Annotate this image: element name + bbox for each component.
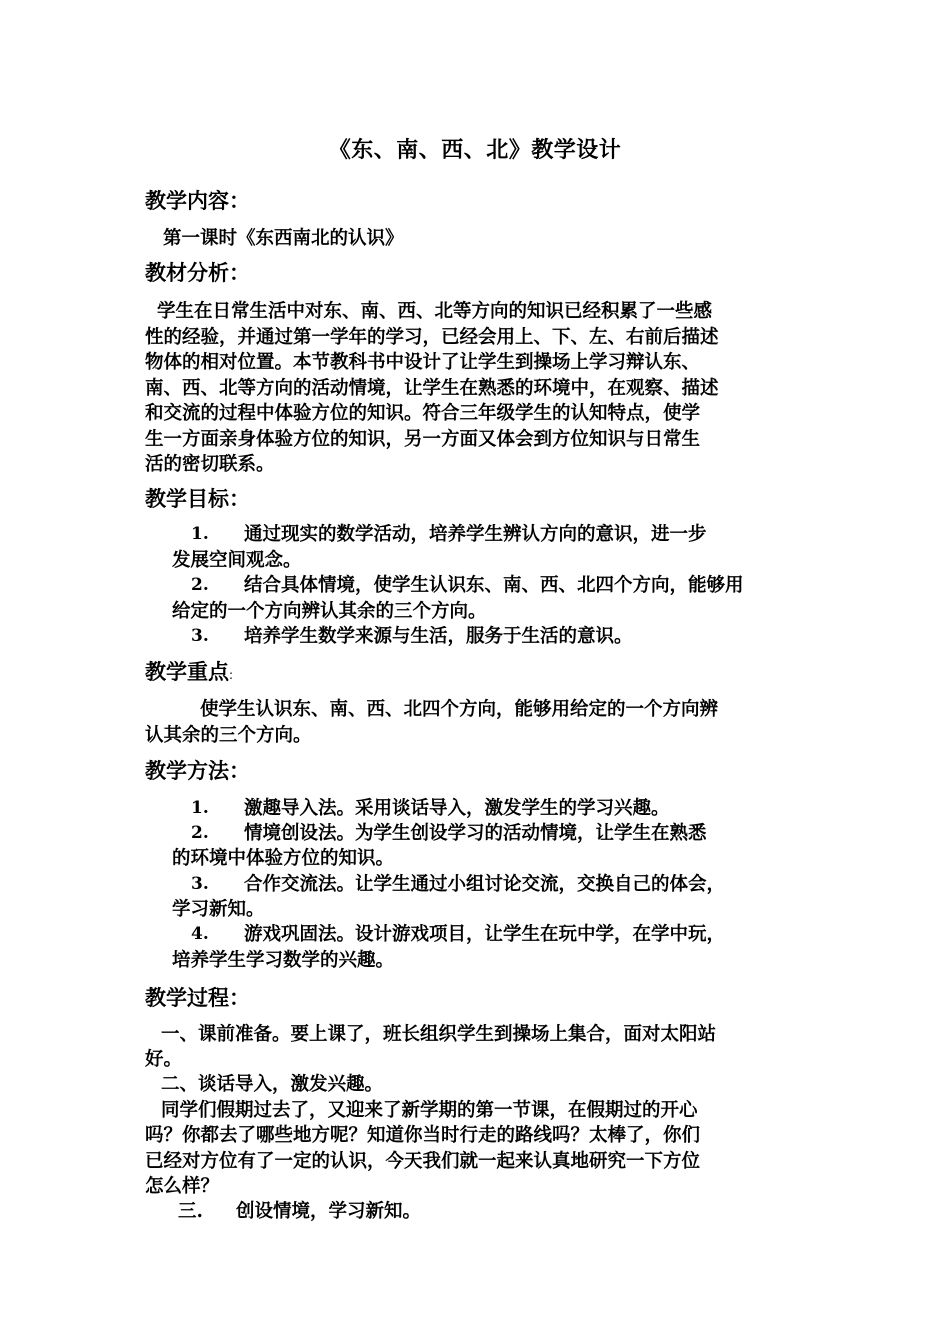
analysis-line: 生一方面亲身体验方位的知识，另一方面又体会到方位知识与日常生 bbox=[145, 429, 701, 450]
goal-item-cont: 给定的一个方向辨认其余的三个方向。 bbox=[172, 601, 487, 622]
process-step2-line: 同学们假期过去了，又迎来了新学期的第一节课，在假期过的开心 bbox=[161, 1100, 698, 1121]
method-number: 1. bbox=[191, 798, 209, 818]
method-item: 情境创设法。为学生创设学习的活动情境，让学生在熟悉 bbox=[244, 823, 707, 844]
document-title: 《东、南、西、北》教学设计 bbox=[328, 137, 622, 163]
method-item-cont: 学习新知。 bbox=[172, 899, 265, 920]
method-item: 合作交流法。让学生通过小组讨论交流，交换自己的体会， bbox=[244, 874, 726, 895]
keypoint-line: 认其余的三个方向。 bbox=[145, 725, 312, 746]
analysis-line: 活的密切联系。 bbox=[145, 454, 275, 475]
process-step2-line: 吗？你都去了哪些地方呢？知道你当时行走的路线吗？太棒了，你们 bbox=[145, 1125, 701, 1146]
goal-number: 2. bbox=[191, 575, 209, 595]
content-text: 第一课时《东西南北的认识》 bbox=[163, 228, 404, 249]
method-item-cont: 培养学生学习数学的兴趣。 bbox=[172, 950, 395, 971]
process-step3-number: 三. bbox=[178, 1201, 203, 1222]
analysis-line: 学生在日常生活中对东、南、西、北等方向的知识已经积累了一些感 bbox=[157, 301, 713, 322]
goal-number: 1. bbox=[191, 524, 209, 544]
method-item: 激趣导入法。采用谈话导入，激发学生的学习兴趣。 bbox=[244, 798, 670, 819]
analysis-line: 和交流的过程中体验方位的知识。符合三年级学生的认知特点，使学 bbox=[145, 403, 701, 424]
heading-process: 教学过程： bbox=[145, 986, 250, 1010]
method-item-cont: 的环境中体验方位的知识。 bbox=[172, 848, 395, 869]
method-number: 4. bbox=[191, 924, 209, 944]
heading-analysis: 教材分析： bbox=[145, 261, 250, 285]
heading-content: 教学内容： bbox=[145, 189, 250, 213]
analysis-line: 南、西、北等方向的活动情境，让学生在熟悉的环境中，在观察、描述 bbox=[145, 378, 719, 399]
goal-item: 培养学生数学来源与生活，服务于生活的意识。 bbox=[244, 626, 633, 647]
process-step3: 创设情境，学习新知。 bbox=[236, 1201, 422, 1222]
heading-keypoint-label: 教学重点 bbox=[145, 660, 229, 684]
goal-item: 通过现实的数学活动，培养学生辨认方向的意识，进一步 bbox=[244, 524, 707, 545]
process-step2-line: 怎么样？ bbox=[145, 1176, 220, 1197]
process-step2-line: 已经对方位有了一定的认识，今天我们就一起来认真地研究一下方位 bbox=[145, 1151, 701, 1172]
goal-number: 3. bbox=[191, 626, 209, 646]
goal-item-cont: 发展空间观念。 bbox=[172, 550, 302, 571]
process-step2: 二、谈话导入，激发兴趣。 bbox=[161, 1074, 384, 1095]
heading-goals: 教学目标： bbox=[145, 487, 250, 511]
heading-keypoint-colon: : bbox=[229, 668, 234, 682]
goal-item: 结合具体情境，使学生认识东、南、西、北四个方向，能够用 bbox=[244, 575, 744, 596]
process-step1-cont: 好。 bbox=[145, 1049, 183, 1070]
heading-methods: 教学方法： bbox=[145, 759, 250, 783]
method-number: 2. bbox=[191, 823, 209, 843]
analysis-line: 性的经验，并通过第一学年的学习，已经会用上、下、左、右前后描述 bbox=[145, 327, 719, 348]
heading-keypoint bbox=[145, 657, 233, 690]
method-item: 游戏巩固法。设计游戏项目，让学生在玩中学，在学中玩， bbox=[244, 924, 726, 945]
method-number: 3. bbox=[191, 874, 209, 894]
keypoint-line: 使学生认识东、南、西、北四个方向，能够用给定的一个方向辨 bbox=[200, 699, 719, 720]
process-step1: 一、课前准备。要上课了，班长组织学生到操场上集合，面对太阳站 bbox=[161, 1024, 717, 1045]
analysis-line: 物体的相对位置。本节教科书中设计了让学生到操场上学习辩认东、 bbox=[145, 352, 701, 373]
